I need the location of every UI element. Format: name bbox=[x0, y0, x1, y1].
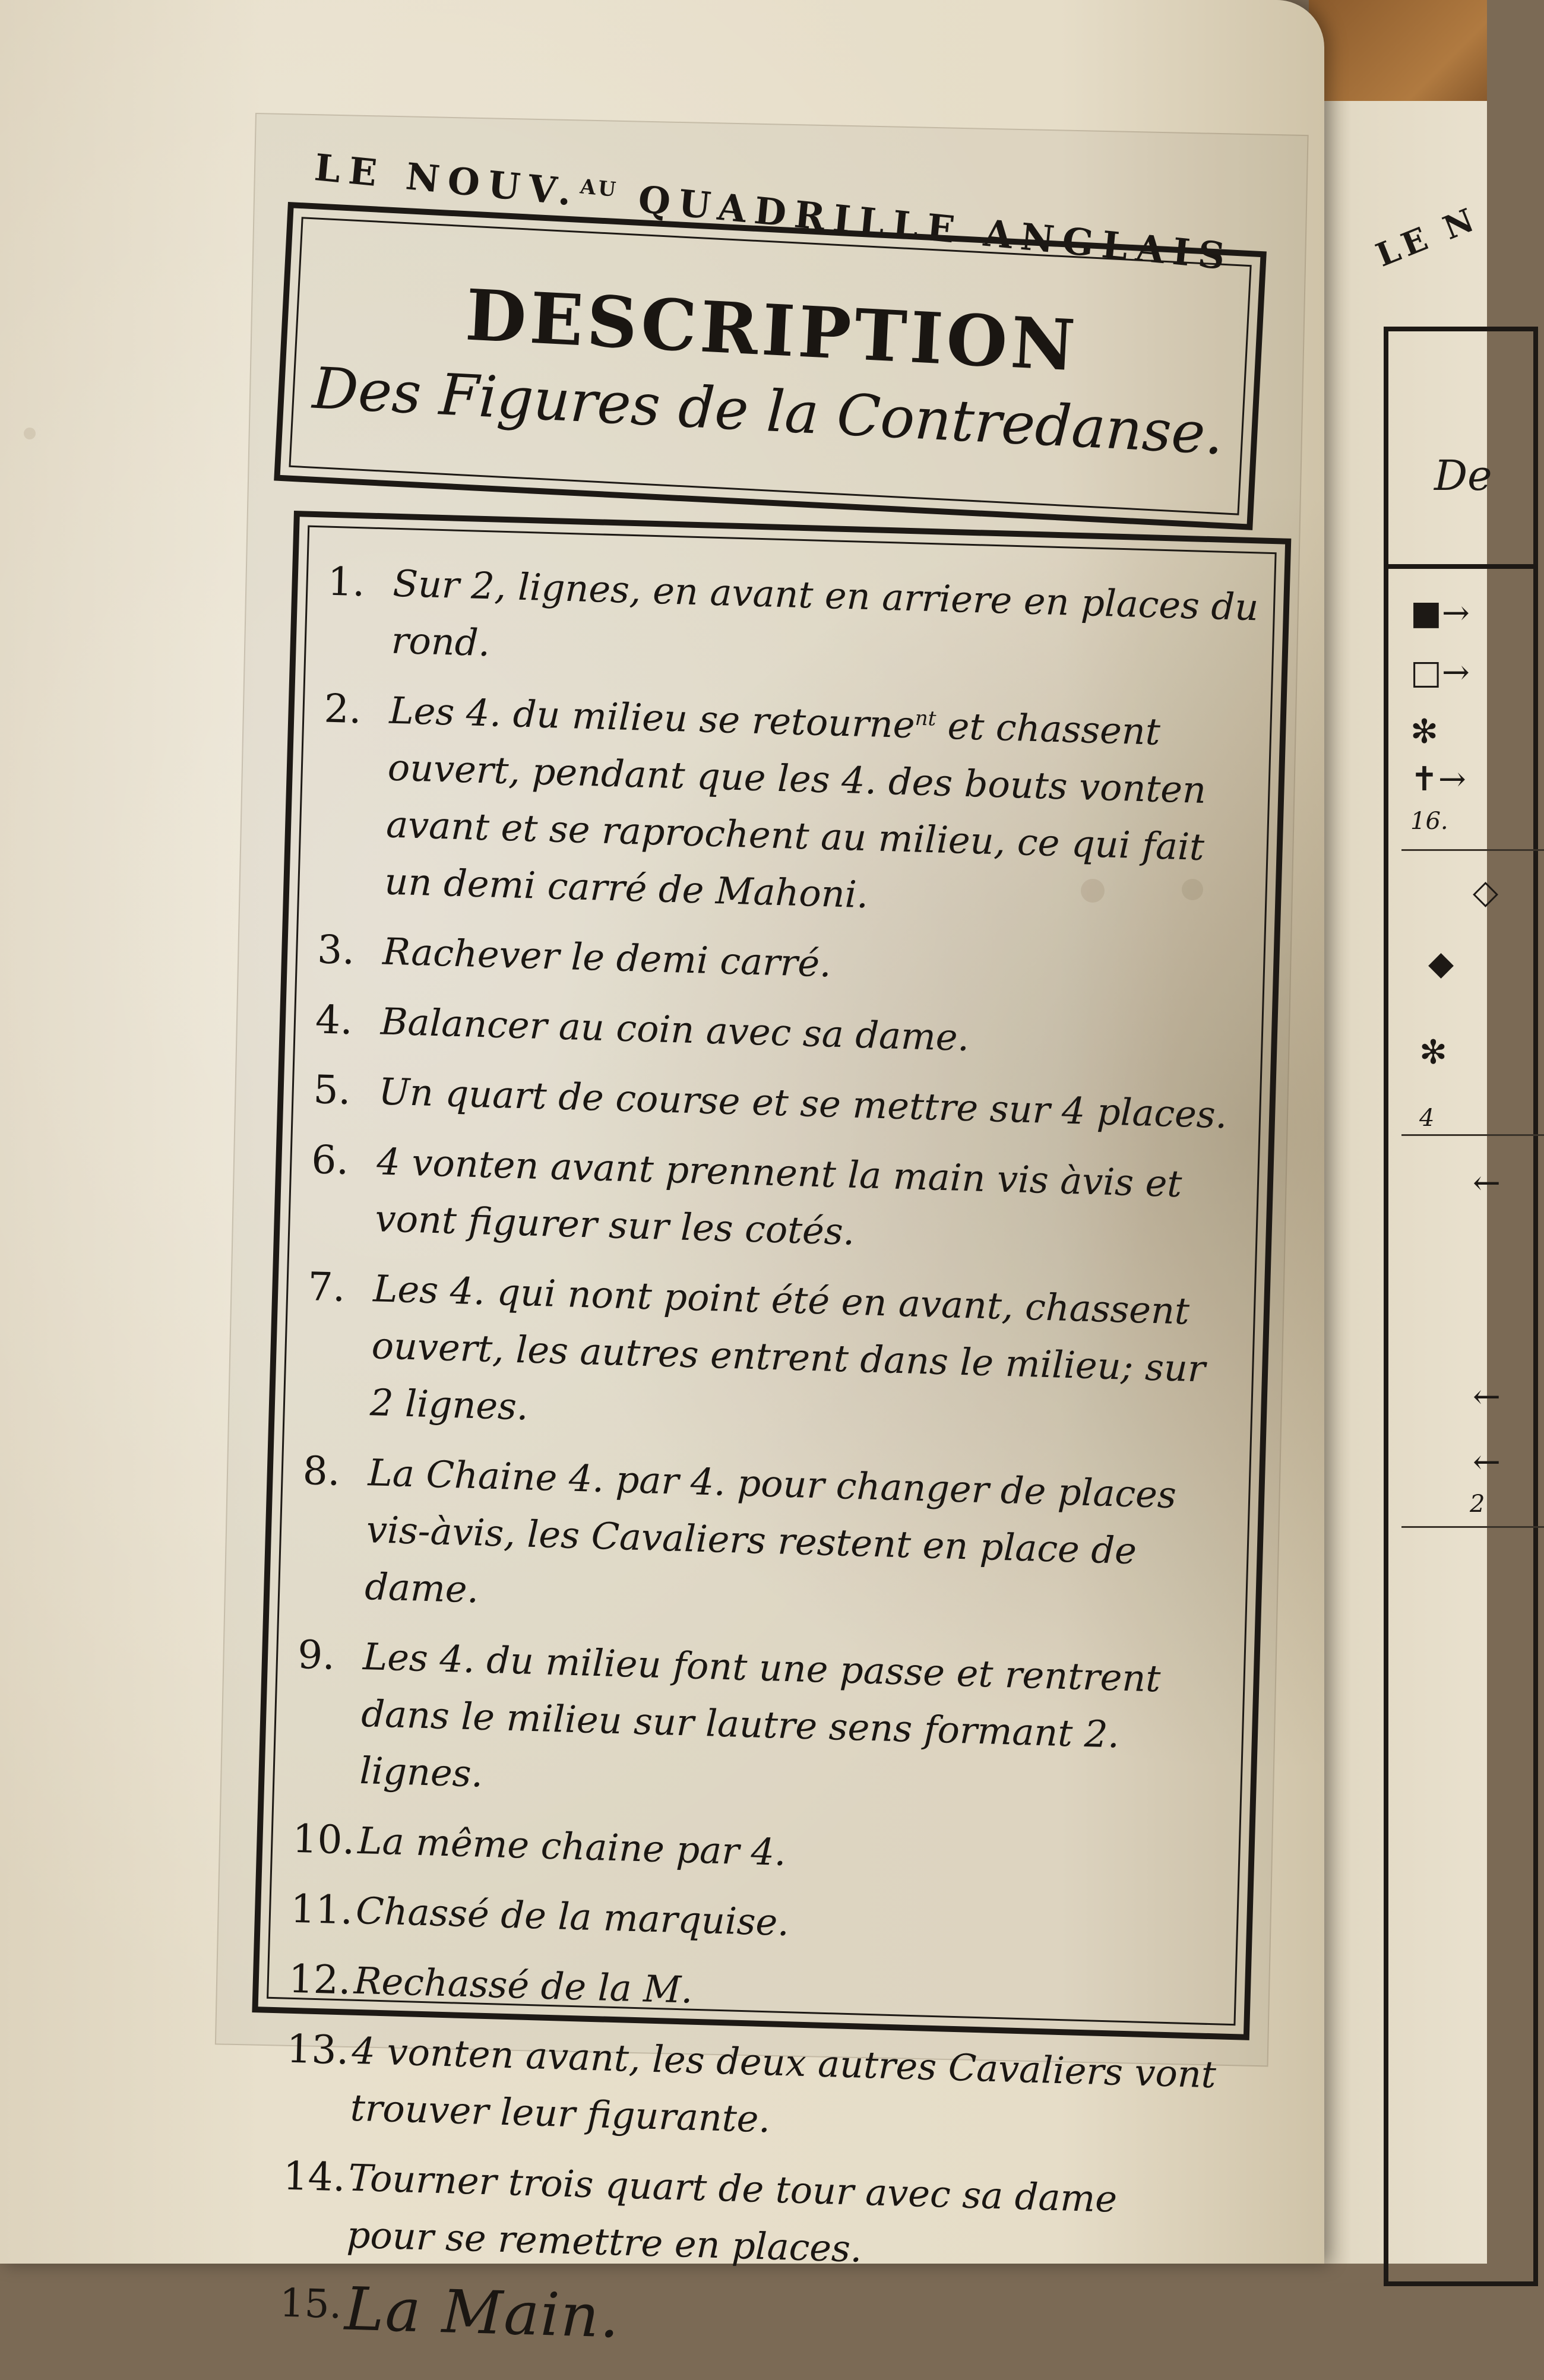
item-number: 6. bbox=[311, 1137, 350, 1183]
item-text-part: Les 4. du milieu se retourne bbox=[388, 688, 916, 747]
arrow-symbol-icon: ← bbox=[1473, 1443, 1501, 1482]
item-number: 10. bbox=[292, 1815, 356, 1863]
figure-list bbox=[278, 553, 1260, 2379]
item-number: 14. bbox=[282, 2153, 346, 2201]
item-text: La Chaine 4. par 4. pour changer de places vis-àvis, les Cavaliers restent en place de dame. bbox=[364, 1451, 1177, 1612]
page-subtitle: Des Figures de la Contredanse. bbox=[311, 355, 1225, 468]
facing-page-divider bbox=[1401, 849, 1544, 851]
facing-page-title: LE N bbox=[1371, 199, 1484, 274]
list-item bbox=[293, 1626, 1230, 1824]
item-number: 12. bbox=[287, 1955, 352, 2004]
running-title-superscript: AU bbox=[579, 175, 619, 202]
item-number: 11. bbox=[290, 1885, 354, 1933]
list-item bbox=[318, 681, 1257, 935]
item-text: Les 4. qui nont point été en avant, chassent ouvert, les autres entrent dans le milieu; sur 2 lignes. bbox=[369, 1267, 1206, 1429]
cross-symbol-icon: ✝→ bbox=[1410, 760, 1466, 799]
facing-page-divider bbox=[1401, 1526, 1544, 1528]
list-item bbox=[290, 1881, 1223, 1964]
item-text: Chassé de la marquise. bbox=[355, 1888, 790, 1945]
item-text-part: et chassent ouvert, pendant que les 4. des bouts vonten avant et se raprochent au milieu, ce qui fait un demi carré de Mahoni. bbox=[384, 704, 1207, 917]
item-number: 7. bbox=[307, 1264, 346, 1311]
item-number: 5. bbox=[312, 1066, 352, 1114]
facing-page-subtitle: De bbox=[1434, 451, 1492, 500]
list-item bbox=[317, 921, 1250, 1004]
item-text-superscript: nt bbox=[915, 706, 936, 731]
paper-stain bbox=[24, 428, 36, 439]
header-frame bbox=[274, 202, 1267, 530]
list-item bbox=[304, 1258, 1241, 1455]
square-symbol-icon: ■→ bbox=[1410, 594, 1470, 632]
asterisk-symbol-icon: ✻ bbox=[1419, 1033, 1447, 1072]
item-text: Rachever le demi carré. bbox=[382, 929, 832, 986]
running-title-rest: QUADRILLE ANGLAIS bbox=[615, 175, 1235, 279]
list-item bbox=[281, 2148, 1216, 2288]
item-text: Rechassé de la M. bbox=[353, 1958, 694, 2012]
facing-page-header bbox=[1384, 327, 1538, 569]
list-item bbox=[299, 1442, 1235, 1640]
list-item bbox=[315, 991, 1248, 1074]
item-number: 8. bbox=[302, 1448, 341, 1495]
asterisk-symbol-icon: ✻ bbox=[1410, 713, 1438, 751]
item-number: 9. bbox=[297, 1631, 336, 1679]
item-number: 1. bbox=[327, 558, 366, 606]
list-item bbox=[309, 1131, 1244, 1271]
item-number: 15. bbox=[279, 2280, 343, 2328]
item-text: Sur 2, lignes, en avant en arriere en places du rond. bbox=[390, 561, 1260, 665]
diamond-outline-symbol-icon: ◇ bbox=[1473, 873, 1499, 912]
item-text: Les 4. du milieu font une passe et rentrent dans le milieu sur lautre sens formant 2. lignes. bbox=[359, 1635, 1162, 1796]
list-item bbox=[284, 2021, 1220, 2161]
item-text: La Main. bbox=[343, 2274, 621, 2351]
square-outline-symbol-icon: □→ bbox=[1410, 653, 1470, 692]
item-number: 13. bbox=[286, 2025, 350, 2074]
list-item bbox=[279, 2275, 1212, 2366]
arrow-symbol-icon: ← bbox=[1473, 1164, 1501, 1202]
arrow-symbol-icon: ← bbox=[1473, 1378, 1501, 1416]
item-text: La même chaine par 4. bbox=[357, 1818, 787, 1875]
list-item bbox=[312, 1061, 1246, 1144]
page-title: DESCRIPTION bbox=[463, 273, 1081, 387]
item-number: 4. bbox=[315, 996, 354, 1044]
list-item bbox=[325, 553, 1261, 694]
list-item bbox=[292, 1811, 1225, 1894]
item-text: Balancer au coin avec sa dame. bbox=[380, 999, 970, 1060]
item-number: 3. bbox=[317, 926, 356, 974]
running-title-text: LE NOUV. bbox=[312, 145, 582, 215]
facing-page-number: 2 bbox=[1470, 1490, 1485, 1518]
item-text: 4 vonten avant, les deux autres Cavaliers vont trouver leur figurante. bbox=[349, 2028, 1217, 2141]
diamond-symbol-icon: ◆ bbox=[1428, 944, 1454, 983]
item-text: Tourner trois quart de tour avec sa dame pour se remettre en places. bbox=[346, 2156, 1118, 2271]
item-text: 4 vonten avant prennent la main vis àvis et vont figurer sur les cotés. bbox=[374, 1140, 1183, 1254]
item-text bbox=[384, 682, 1257, 935]
list-item bbox=[288, 1951, 1222, 2034]
item-text: Un quart de course et se mettre sur 4 places. bbox=[378, 1069, 1228, 1137]
facing-page-number: 4 bbox=[1419, 1104, 1435, 1132]
item-number: 2. bbox=[323, 685, 362, 733]
facing-page-number: 16. bbox=[1410, 808, 1448, 835]
facing-page bbox=[1306, 101, 1501, 2264]
facing-page-divider bbox=[1401, 1134, 1544, 1136]
description-frame bbox=[252, 511, 1291, 2351]
